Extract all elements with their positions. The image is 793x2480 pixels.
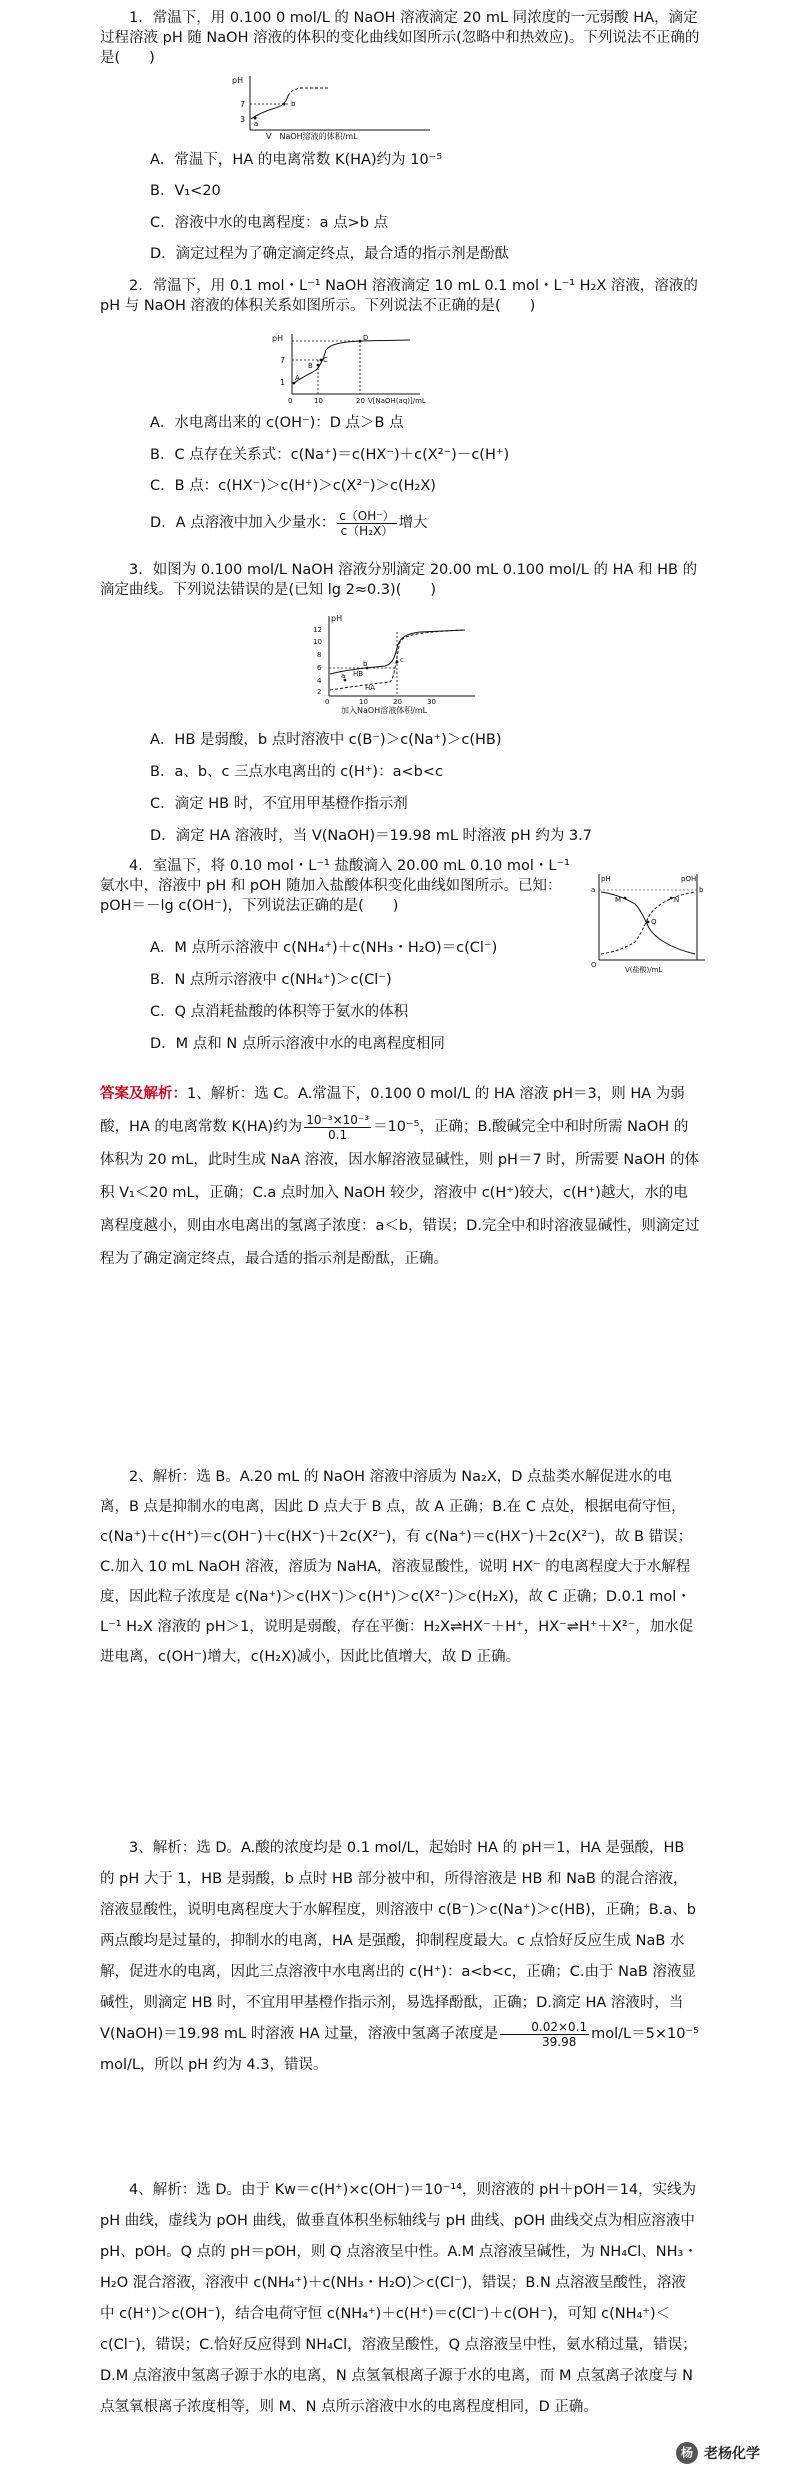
q3-x-0: 0 — [325, 698, 330, 706]
q4-point-q: Q — [651, 918, 657, 926]
q1-point-a: a — [254, 120, 259, 128]
q4-label-b: b — [699, 886, 704, 894]
q4-stem: 4．室温下，将 0.10 mol・L⁻¹ 盐酸滴入 20.00 mL 0.10 mol・L⁻¹ 氨水中，溶液中 pH 和 pOH 随加入盐酸体积变化曲线如图所示。已知：pOH＝－lg c(OH⁻)，下列说法正确的是( ) — [100, 858, 570, 914]
q3-figure — [305, 612, 485, 718]
answer-3-fraction-num: 0.02×0.1 — [500, 2020, 589, 2035]
q1-option-a: A．常温下，HA 的电离常数 K(HA)约为 10⁻⁵ — [150, 152, 443, 168]
answer-3-fraction-den: 39.98 — [542, 2034, 577, 2049]
q4-label-a: a — [591, 886, 596, 894]
q3-x-20: 20 — [393, 698, 402, 706]
answer-1-fraction — [304, 1113, 371, 1142]
q3-tick-12: 12 — [313, 626, 322, 634]
answer-1-part2: ＝10⁻⁵，正确；B.酸碱完全中和时所需 NaOH 的体积为 20 mL，此时生成 NaA 溶液，因水解溶液显碱性，则 pH＝7 时，所需要 NaOH 的体积 V₁＜20 mL，正确；C.a 点时加入 NaOH 较少，溶液中 c(H⁺)较大，c(H⁺)越大，水的电离程度越小，则由水电离出的氢离子浓度：a＜b，错误；D.完全中和时溶液显碱性，则滴定过程为了确定滴定终点，最合适的指示剂是酚酞，正确。 — [100, 1119, 700, 1267]
q3-label-hb: HB — [353, 670, 364, 678]
q1-option-c: C．溶液中水的电离程度：a 点>b 点 — [150, 215, 389, 231]
q3-tick-10: 10 — [313, 638, 322, 646]
q2-tick-1: 1 — [280, 378, 286, 387]
q2-point-a: A — [295, 374, 300, 382]
watermark — [676, 2440, 781, 2468]
q3-x-10: 10 — [359, 698, 368, 706]
q1-tick-7: 7 — [240, 100, 246, 109]
q3-point-a: a — [341, 672, 346, 680]
q3-point-c: c — [400, 656, 404, 664]
answer-2: 2、解析：选 B。A.20 mL 的 NaOH 溶液中溶质为 Na₂X，D 点盐类水解促进水的电离，B 点是抑制水的电离，因此 D 点大于 B 点，故 A 正确；B.在 C 点处，根据电荷守恒，c(Na⁺)＋c(H⁺)＝c(OH⁻)＋c(HX⁻)＋2c(X²⁻)，有 c(Na⁺)＝c(HX⁻)＋2c(X²⁻)，故 B 错误；C.加入 10 mL NaOH 溶液，溶质为 NaHA，溶液显酸性，说明 HX⁻ 的电离程度大于水解程度，因此粒子浓度是 c(Na⁺)＞c(HX⁻)＞c(H⁺)＞c(X²⁻)＞c(H₂X)，故 C 正确；D.0.1 mol・L⁻¹ H₂X 溶液的 pH＞1，说明是弱酸，存在平衡：H₂X⇌HX⁻＋H⁺，HX⁻⇌H⁺＋X²⁻，加水促进电离，c(OH⁻)增大，c(H₂X)减小，因此比值增大，故 D 正确。 — [100, 1469, 694, 1665]
q4-point-m: M — [615, 896, 622, 904]
q2-point-c: C — [323, 356, 328, 364]
q3-x-30: 30 — [427, 698, 436, 706]
q2-option-d-fraction — [337, 509, 396, 538]
answer-1-fraction-num: 10⁻³×10⁻³ — [306, 1112, 370, 1127]
q4-x-label: V(盐酸)/mL — [625, 966, 663, 974]
q3-point-b: b — [363, 660, 368, 668]
q2-y-label: pH — [272, 334, 284, 343]
q3-y-label: pH — [331, 614, 343, 623]
q2-option-d-numerator: c（OH⁻） — [339, 508, 395, 523]
watermark-text: 老杨化学 — [704, 2446, 760, 2462]
answer-3-fraction — [500, 2020, 589, 2049]
q2-option-c: C．B 点：c(HX⁻)＞c(H⁺)＞c(X²⁻)＞c(H₂X) — [150, 478, 436, 494]
q2-x-20: 20 — [356, 397, 365, 405]
q3-label-ha: HA — [365, 684, 376, 692]
answer-4: 4、解析：选 D。由于 Kw＝c(H⁺)×c(OH⁻)＝10⁻¹⁴，则溶液的 pH＋pOH＝14，实线为 pH 曲线，虚线为 pOH 曲线，做垂直体积坐标轴线与 pH 曲线、pOH 曲线交点为相应溶液中 pH、pOH。Q 点的 pH＝pOH，则 Q 点溶液呈中性。A.M 点溶液呈碱性，为 NH₄Cl、NH₃・H₂O 混合溶液，溶液中 c(NH₄⁺)＋c(NH₃・H₂O)＞c(Cl⁻)，错误；B.N 点溶液呈酸性，溶液中 c(H⁺)＞c(OH⁻)，结合电荷守恒 c(NH₄⁺)＋c(H⁺)＝c(Cl⁻)＋c(OH⁻)，可知 c(NH₄⁺)＜c(Cl⁻)，错误；C.恰好反应得到 NH₄Cl，溶液呈酸性，Q 点溶液呈中性，氨水稍过量，错误；D.M 点溶液中氢离子源于水的电离，N 点氢氧根离子源于水的电离，而 M 点氢离子浓度与 N 点氢氧根离子浓度相等，则 M、N 点所示溶液中水的电离程度相同，D 正确。 — [100, 2182, 698, 2415]
q4-label-poh: pOH — [681, 875, 697, 883]
q2-x-label: V[NaOH(aq)]/mL — [368, 397, 426, 405]
q2-option-a: A．水电离出来的 c(OH⁻)：D 点＞B 点 — [150, 415, 404, 431]
q1-tick-3: 3 — [240, 115, 246, 124]
q1-option-d: D．滴定过程为了确定滴定终点，最合适的指示剂是酚酞 — [150, 246, 510, 262]
q4-option-b: B．N 点所示溶液中 c(NH₄⁺)＞c(Cl⁻) — [150, 972, 392, 988]
q1-figure — [230, 74, 440, 144]
q3-tick-2: 2 — [317, 688, 322, 696]
q4-label-ph: pH — [601, 875, 611, 883]
q2-stem: 2．常温下，用 0.1 mol・L⁻¹ NaOH 溶液滴定 10 mL 0.1 mol・L⁻¹ H₂X 溶液，溶液的 pH 与 NaOH 溶液的体积关系如图所示。下列说法不正确的是( ) — [100, 278, 698, 314]
answer-3 — [100, 1833, 700, 2081]
q3-tick-8: 8 — [317, 651, 322, 659]
q1-y-label: pH — [232, 76, 244, 85]
q2-option-d-prefix: D．A 点溶液中加入少量水： — [150, 515, 336, 531]
q3-x-label: 加入NaOH溶液体积/mL — [341, 706, 428, 714]
q1-option-b: B．V₁<20 — [150, 183, 221, 199]
watermark-logo-icon: 杨 — [676, 2442, 698, 2464]
q3-option-b: B．a、b、c 三点水电离出的 c(H⁺)：a<b<c — [150, 764, 443, 780]
q2-point-d: D — [363, 334, 369, 342]
q2-option-d — [150, 504, 428, 544]
answer-1 — [100, 1078, 700, 1276]
q3-tick-6: 6 — [317, 664, 322, 672]
q2-option-b: B．C 点存在关系式：c(Na⁺)＝c(HX⁻)＋c(X²⁻)－c(H⁺) — [150, 447, 510, 463]
q2-point-b: B — [308, 362, 313, 370]
q1-stem: 1．常温下，用 0.100 0 mol/L 的 NaOH 溶液滴定 20 mL 同浓度的一元弱酸 HA，滴定过程溶液 pH 随 NaOH 溶液的体积的变化曲线如图所示(忽略中和热效应)。下列说法不正确的是( ) — [100, 10, 700, 66]
q4-option-a: A．M 点所示溶液中 c(NH₄⁺)＋c(NH₃・H₂O)＝c(Cl⁻) — [150, 940, 498, 956]
q3-option-c: C．滴定 HB 时，不宜用甲基橙作指示剂 — [150, 796, 408, 812]
q3-tick-4: 4 — [317, 677, 322, 685]
q3-option-a: A．HB 是弱酸，b 点时溶液中 c(B⁻)＞c(Na⁺)＞c(HB) — [150, 732, 502, 748]
answer-3-part1: 3、解析：选 D。A.酸的浓度均是 0.1 mol/L，起始时 HA 的 pH＝1，HA 是强酸，HB 的 pH 大于 1，HB 是弱酸，b 点时 HB 部分被中和，所得溶液是 HB 和 NaB 的混合溶液，溶液显酸性，说明电离程度大于水解程度，则溶液中 c(B⁻)＞c(Na⁺)＞c(HB)，正确；B.a、b 两点酸均是过量的，抑制水的电离，HA 是强酸，抑制程度最大。c 点恰好反应生成 NaB 水解，促进水的电离，因此三点溶液中水电离出的 c(H⁺)：a<b<c，正确；C.由于 NaB 溶液显碱性，则滴定 HB 时，不宜用甲基橙作指示剂，易选择酚酞，正确；D.滴定 HA 溶液时，当 V(NaOH)＝19.98 mL 时溶液 HA 过量，溶液中氢离子浓度是 — [100, 1840, 696, 2042]
q2-figure — [270, 330, 440, 410]
q2-x-10: 10 — [314, 397, 323, 405]
q4-option-d: D．M 点和 N 点所示溶液中水的电离程度相同 — [150, 1036, 445, 1052]
answer-3-part2: mol/L＝5×10⁻⁵ mol/L，所以 pH 约为 4.3，错误。 — [100, 2026, 699, 2073]
q4-figure — [585, 868, 715, 980]
q2-tick-7: 7 — [280, 356, 286, 365]
q4-point-n: N — [674, 896, 680, 904]
q3-option-d: D．滴定 HA 溶液时，当 V(NaOH)＝19.98 mL 时溶液 pH 约为 3.7 — [150, 828, 593, 844]
answer-section-title: 答案及解析： — [100, 1086, 187, 1102]
answer-1-part1: 1、解析：选 C。A.常温下，0.100 0 mol/L 的 HA 溶液 pH＝3，则 HA 为弱酸，HA 的电离常数 K(HA)约为 — [100, 1086, 685, 1135]
q1-point-b: b — [291, 100, 296, 108]
q1-x-label: V NaOH溶液的体积/mL — [266, 132, 358, 140]
q4-option-c: C．Q 点消耗盐酸的体积等于氨水的体积 — [150, 1004, 409, 1020]
answer-1-fraction-den: 0.1 — [328, 1127, 348, 1142]
q3-stem: 3．如图为 0.100 mol/L NaOH 溶液分别滴定 20.00 mL 0.100 mol/L 的 HA 和 HB 的滴定曲线。下列说法错误的是(已知 lg 2≈0.3)( ) — [100, 562, 698, 598]
q2-option-d-suffix: 增大 — [398, 515, 428, 531]
q2-option-d-denominator: c（H₂X） — [340, 523, 394, 538]
q2-x-0: 0 — [288, 397, 293, 405]
q4-origin: O — [591, 961, 597, 969]
